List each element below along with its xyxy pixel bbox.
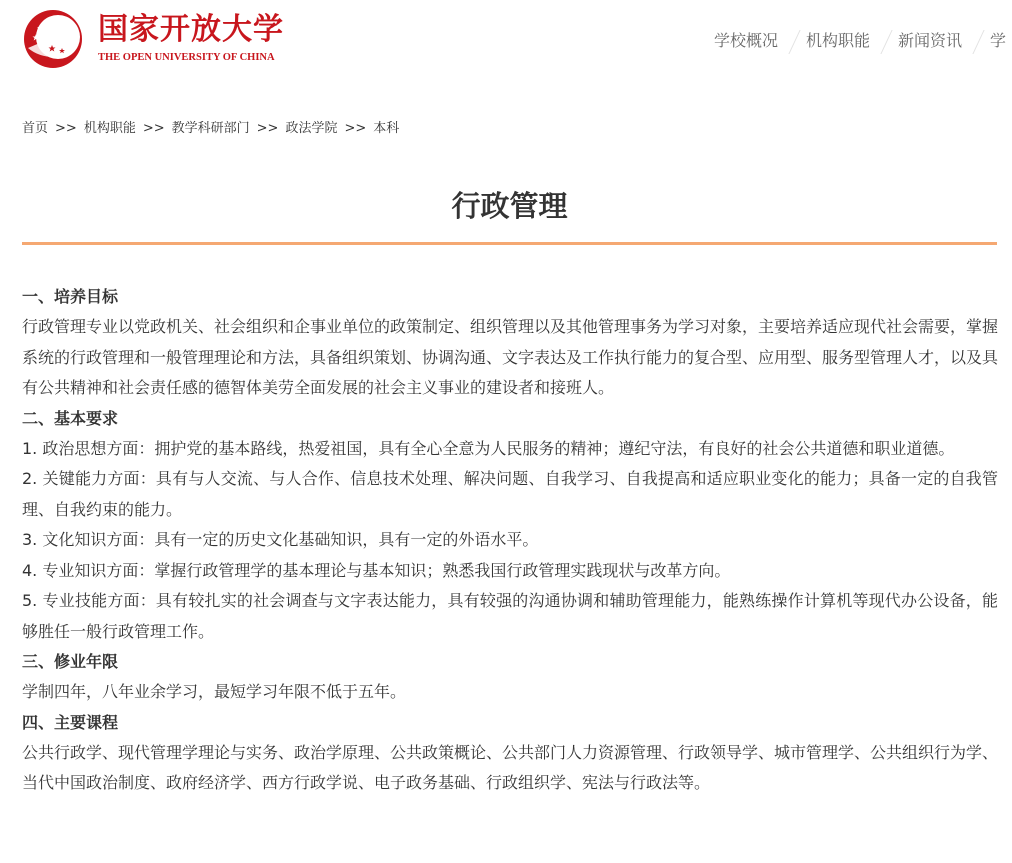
breadcrumb-separator: >> bbox=[256, 121, 279, 136]
logo-chinese-name: 国家开放大学 bbox=[98, 12, 284, 47]
section-heading-duration: 三、修业年限 bbox=[22, 652, 119, 671]
breadcrumb-undergraduate[interactable]: 本科 bbox=[373, 121, 400, 136]
title-divider bbox=[22, 242, 997, 245]
breadcrumb-law-school[interactable]: 政法学院 bbox=[285, 121, 338, 136]
nav-item-institutions[interactable]: 机构职能 bbox=[792, 24, 884, 58]
paragraph-requirement-abilities: 2. 关键能力方面：具有与人交流、与人合作、信息技术处理、解决问题、自我学习、自我提高和适应职业变化的能力；具备一定的自我管理、自我约束的能力。 bbox=[22, 469, 998, 519]
paragraph-duration: 学制四年，八年业余学习，最短学习年限不低于五年。 bbox=[22, 682, 407, 701]
breadcrumb-separator: >> bbox=[344, 121, 367, 136]
paragraph-requirement-culture: 3. 文化知识方面：具有一定的历史文化基础知识，具有一定的外语水平。 bbox=[22, 530, 539, 549]
main-nav bbox=[700, 24, 1012, 58]
page-title: 行政管理 bbox=[451, 189, 568, 223]
section-heading-requirements: 二、基本要求 bbox=[22, 408, 119, 428]
breadcrumb-home[interactable]: 首页 bbox=[22, 121, 49, 136]
paragraph-goals: 行政管理专业以党政机关、社会组织和企事业单位的政策制定、组织管理以及其他管理事务为学习对象，主要培养适应现代社会需要，掌握系统的行政管理和一般管理理论和方法，具备组织策划、协调沟通、文字表达及工作执行能力的复合型、应用型、服务型管理人才，以及具有公共精神和社会责任感的德智体美劳全面发展的社会主义事业的建设者和接班人。 bbox=[22, 317, 999, 397]
section-heading-goals: 一、培养目标 bbox=[22, 287, 119, 306]
breadcrumb-teaching-departments[interactable]: 教学科研部门 bbox=[171, 121, 250, 136]
breadcrumb-separator: >> bbox=[55, 121, 77, 136]
breadcrumb-separator: >> bbox=[142, 121, 165, 136]
paragraph-requirement-knowledge: 4. 专业知识方面：掌握行政管理学的基本理论与基本知识；熟悉我国行政管理实践现状与改革方向。 bbox=[22, 560, 731, 580]
paragraph-requirement-skills: 5. 专业技能方面：具有较扎实的社会调查与文字表达能力，具有较强的沟通协调和辅助管理能力，能熟练操作计算机等现代办公设备，能够胜任一般行政管理工作。 bbox=[22, 591, 998, 641]
paragraph-courses: 公共行政学、现代管理学理论与实务、政治学原理、公共政策概论、公共部门人力资源管理、行政领导学、城市管理学、公共组织行为学、当代中国政治制度、政府经济学、西方行政学说、电子政务基础、行政组织学、宪法与行政法等。 bbox=[22, 742, 999, 792]
breadcrumb-institutions[interactable]: 机构职能 bbox=[83, 121, 136, 136]
nav-item-truncated[interactable]: 学 bbox=[976, 24, 1012, 58]
paragraph-requirement-political: 1. 政治思想方面：拥护党的基本路线，热爱祖国，具有全心全意为人民服务的精神；遵纪守法，有良好的社会公共道德和职业道德。 bbox=[22, 438, 955, 458]
article-body bbox=[22, 282, 998, 799]
site-header bbox=[0, 0, 1012, 80]
nav-item-news[interactable]: 新闻资讯 bbox=[884, 24, 976, 58]
university-emblem-icon bbox=[22, 8, 84, 70]
site-logo-link[interactable] bbox=[22, 6, 312, 72]
nav-item-about[interactable]: 学校概况 bbox=[700, 24, 792, 58]
logo-english-name: THE OPEN UNIVERSITY OF CHINA bbox=[98, 52, 275, 63]
section-heading-courses: 四、主要课程 bbox=[22, 712, 119, 732]
breadcrumb bbox=[22, 119, 399, 139]
